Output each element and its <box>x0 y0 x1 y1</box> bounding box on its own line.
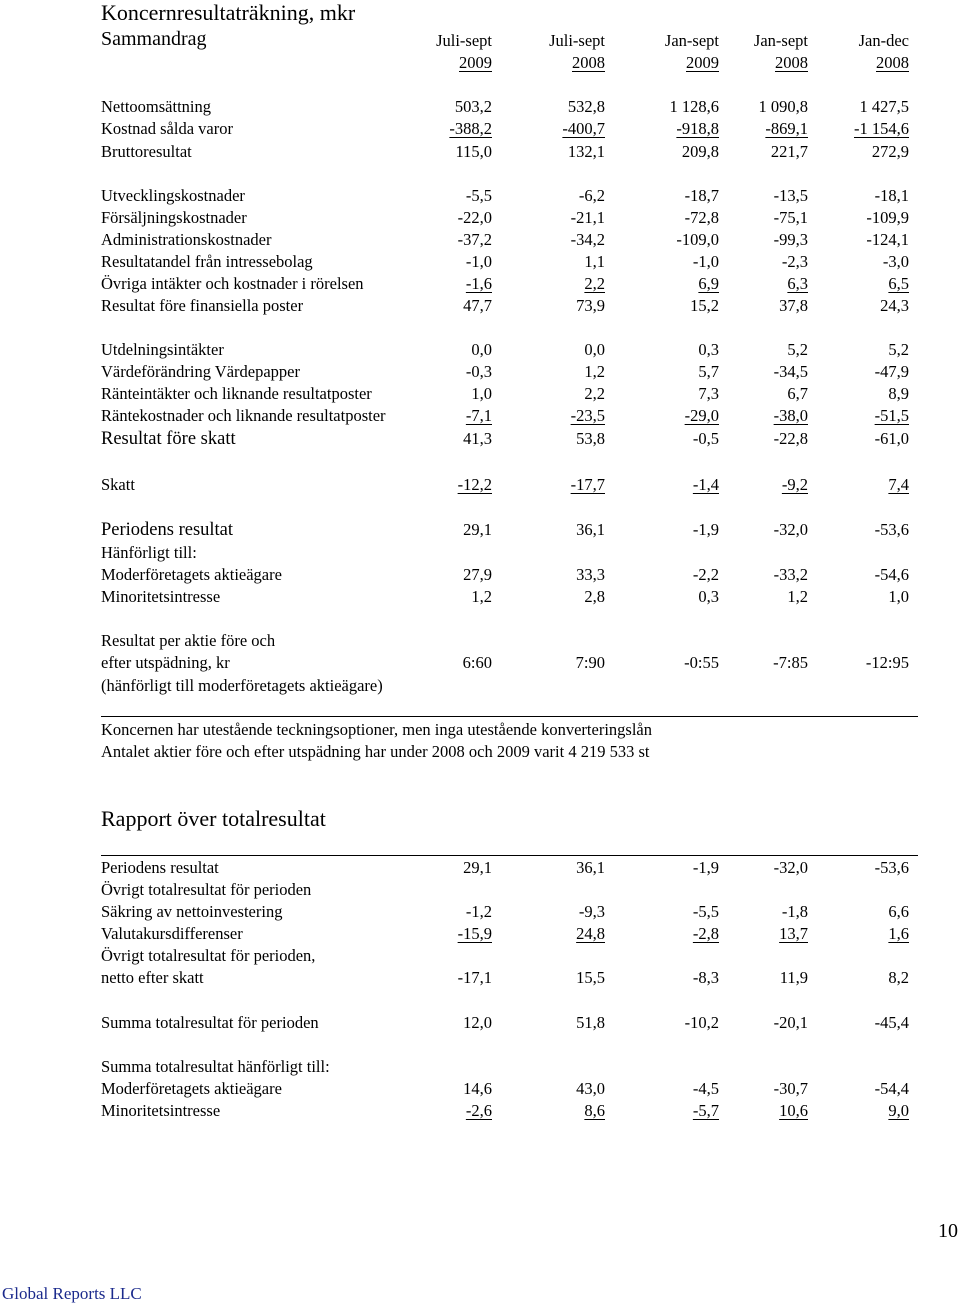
cell: -33,2 <box>773 565 808 584</box>
table-row <box>0 1078 960 1100</box>
row-label: Periodens resultat <box>101 520 234 540</box>
cell: -1,0 <box>465 252 492 271</box>
cell: -869,1 <box>765 119 808 138</box>
cell: 12,0 <box>463 1013 492 1032</box>
cell: 6,3 <box>787 274 808 293</box>
cell: 532,8 <box>567 97 605 116</box>
cell: -109,9 <box>866 208 909 227</box>
cell: 1,6 <box>888 924 909 943</box>
cell: -29,0 <box>684 406 719 425</box>
cell: 0,3 <box>698 587 719 606</box>
row-label: Skatt <box>101 475 135 494</box>
table-row <box>0 251 960 273</box>
table-row <box>0 185 960 207</box>
cell: -30,7 <box>773 1079 808 1098</box>
cell: -9,2 <box>781 475 808 494</box>
cell: 24,8 <box>576 924 605 943</box>
cell: -1,4 <box>692 475 719 494</box>
table-row <box>0 652 960 674</box>
row-label: Försäljningskostnader <box>101 208 247 227</box>
cell: -53,6 <box>874 858 909 877</box>
column-header: Jan-sept <box>664 31 719 50</box>
cell: 1,2 <box>471 587 492 606</box>
table-row <box>0 675 960 697</box>
cell: 2,2 <box>584 384 605 403</box>
column-header: Jan-sept <box>753 31 808 50</box>
cell: 8,6 <box>584 1101 605 1120</box>
cell: -6,2 <box>578 186 605 205</box>
cell: 1 090,8 <box>758 97 808 116</box>
cell: -4,5 <box>692 1079 719 1098</box>
table-row <box>0 542 960 564</box>
page-title: Koncernresultaträkning, mkr <box>101 0 356 25</box>
cell: -2,2 <box>692 565 719 584</box>
cell: 6,6 <box>888 902 909 921</box>
column-header-year: 2009 <box>686 53 719 72</box>
row-label: Minoritetsintresse <box>101 1101 221 1120</box>
cell: 47,7 <box>463 296 492 315</box>
cell: -45,4 <box>874 1013 909 1032</box>
cell: 0,0 <box>584 340 605 359</box>
cell: 6,7 <box>787 384 808 403</box>
footer-publisher: Global Reports LLC <box>2 1284 142 1303</box>
cell: -18,1 <box>874 186 909 205</box>
cell: -15,9 <box>457 924 492 943</box>
row-label: Administrationskostnader <box>101 230 272 249</box>
table-row <box>0 564 960 586</box>
column-header-year: 2009 <box>459 53 492 72</box>
cell: 10,6 <box>779 1101 808 1120</box>
cell: -5,7 <box>692 1101 719 1120</box>
table-row <box>0 1056 960 1078</box>
table-row <box>0 630 960 652</box>
cell: 8,9 <box>888 384 909 403</box>
cell: 2,8 <box>584 587 605 606</box>
column-header-year: 2008 <box>572 53 605 72</box>
cell: -54,4 <box>874 1079 909 1098</box>
cell: 8,2 <box>888 968 909 987</box>
cell: -51,5 <box>874 406 909 425</box>
cell: -3,0 <box>882 252 909 271</box>
cell: -72,8 <box>684 208 719 227</box>
cell: 73,9 <box>576 296 605 315</box>
cell: 37,8 <box>779 296 808 315</box>
cell: 29,1 <box>463 520 492 539</box>
table-row <box>0 967 960 989</box>
cell: 5,2 <box>787 340 808 359</box>
cell: 1,0 <box>888 587 909 606</box>
cell: 15,2 <box>690 296 719 315</box>
cell: -38,0 <box>773 406 808 425</box>
column-header: Jan-dec <box>858 31 909 50</box>
cell: 36,1 <box>576 520 605 539</box>
row-label: Resultatandel från intressebolag <box>101 252 313 271</box>
cell: -0:55 <box>684 653 719 672</box>
cell: 29,1 <box>463 858 492 877</box>
section-title: Rapport över totalresultat <box>101 806 326 831</box>
cell: 36,1 <box>576 858 605 877</box>
table-row <box>0 273 960 295</box>
row-label: netto efter skatt <box>101 968 204 987</box>
row-label: Övrigt totalresultat för perioden <box>101 880 312 899</box>
cell: 33,3 <box>576 565 605 584</box>
cell: -0,5 <box>692 429 719 448</box>
cell: -18,7 <box>684 186 719 205</box>
cell: 5,2 <box>888 340 909 359</box>
cell: 53,8 <box>576 429 605 448</box>
cell: 6,5 <box>888 274 909 293</box>
row-label: Summa totalresultat hänförligt till: <box>101 1057 330 1076</box>
cell: 0,3 <box>698 340 719 359</box>
divider <box>101 716 918 717</box>
cell: -34,5 <box>773 362 808 381</box>
cell: -2,8 <box>692 924 719 943</box>
cell: 1,2 <box>787 587 808 606</box>
cell: -75,1 <box>773 208 808 227</box>
cell: -7,1 <box>465 406 492 425</box>
cell: -21,1 <box>570 208 605 227</box>
cell: -32,0 <box>773 520 808 539</box>
cell: 0,0 <box>471 340 492 359</box>
cell: -10,2 <box>684 1013 719 1032</box>
table-row <box>0 361 960 383</box>
cell: -17,7 <box>570 475 605 494</box>
table-row <box>0 118 960 140</box>
row-label: Summa totalresultat för perioden <box>101 1013 319 1032</box>
row-label: efter utspädning, kr <box>101 653 230 672</box>
cell: 41,3 <box>463 429 492 448</box>
table-row <box>0 383 960 405</box>
cell: -2,3 <box>781 252 808 271</box>
column-header-year: 2008 <box>876 53 909 72</box>
cell: -1,6 <box>465 274 492 293</box>
column-header: Juli-sept <box>436 31 492 50</box>
cell: 6,9 <box>698 274 719 293</box>
cell: 13,7 <box>779 924 808 943</box>
cell: -1,2 <box>465 902 492 921</box>
cell: -2,6 <box>465 1101 492 1120</box>
row-label: Utvecklingskostnader <box>101 186 245 205</box>
row-label: Moderföretagets aktieägare <box>101 565 282 584</box>
cell: 503,2 <box>454 97 492 116</box>
cell: 9,0 <box>888 1101 909 1120</box>
cell: -20,1 <box>773 1013 808 1032</box>
cell: -400,7 <box>562 119 605 138</box>
row-label: Moderföretagets aktieägare <box>101 1079 282 1098</box>
row-label: Kostnad sålda varor <box>101 119 233 138</box>
cell: -1,9 <box>692 858 719 877</box>
table-row <box>0 923 960 945</box>
table-row <box>0 295 960 317</box>
cell: 24,3 <box>880 296 909 315</box>
row-label: Räntekostnader och liknande resultatposter <box>101 406 386 425</box>
cell: 1 128,6 <box>669 97 719 116</box>
row-label: Resultat före skatt <box>101 429 236 449</box>
row-label: Värdeförändring Värdepapper <box>101 362 300 381</box>
cell: -124,1 <box>866 230 909 249</box>
note <box>0 719 960 741</box>
cell: -1,9 <box>692 520 719 539</box>
cell: 1 427,5 <box>859 97 909 116</box>
row-label: Bruttoresultat <box>101 142 192 161</box>
cell: 7,4 <box>888 475 909 494</box>
table-row <box>0 519 960 541</box>
cell: -99,3 <box>773 230 808 249</box>
table-row <box>0 857 960 879</box>
cell: -0,3 <box>465 362 492 381</box>
cell: -22,0 <box>457 208 492 227</box>
cell: -8,3 <box>692 968 719 987</box>
cell: -23,5 <box>570 406 605 425</box>
cell: 5,7 <box>698 362 719 381</box>
cell: 209,8 <box>681 142 719 161</box>
table-row <box>0 141 960 163</box>
cell: 14,6 <box>463 1079 492 1098</box>
cell: 1,0 <box>471 384 492 403</box>
table-row <box>0 405 960 427</box>
cell: -53,6 <box>874 520 909 539</box>
table-row <box>0 879 960 901</box>
table-row <box>0 901 960 923</box>
cell: 7,3 <box>698 384 719 403</box>
row-label: Utdelningsintäkter <box>101 340 224 359</box>
cell: -12,2 <box>457 475 492 494</box>
cell: -37,2 <box>457 230 492 249</box>
table-row <box>0 229 960 251</box>
column-header: Juli-sept <box>549 31 605 50</box>
row-label: Säkring av nettoinvestering <box>101 902 283 921</box>
cell: -12:95 <box>865 653 909 672</box>
row-label: Övriga intäkter och kostnader i rörelsen <box>101 274 364 293</box>
cell: -9,3 <box>578 902 605 921</box>
cell: 51,8 <box>576 1013 605 1032</box>
section-subtitle: Sammandrag <box>101 28 207 50</box>
column-header-year: 2008 <box>775 53 808 72</box>
cell: -17,1 <box>457 968 492 987</box>
cell: 1,1 <box>584 252 605 271</box>
cell: -388,2 <box>449 119 492 138</box>
cell: 6:60 <box>462 653 492 672</box>
note <box>0 741 960 763</box>
cell: -54,6 <box>874 565 909 584</box>
cell: -22,8 <box>773 429 808 448</box>
table-row <box>0 428 960 450</box>
note-text: Antalet aktier före och efter utspädning har under 2008 och 2009 varit 4 219 533 st <box>101 742 650 761</box>
note-text: Koncernen har utestående teckningsoptioner, men inga utestående konverteringslån <box>101 720 652 739</box>
table-row <box>0 339 960 361</box>
cell: -109,0 <box>676 230 719 249</box>
divider <box>101 855 918 856</box>
column-headers-line2 <box>0 52 960 74</box>
row-label: Resultat före finansiella poster <box>101 296 304 315</box>
cell: -61,0 <box>874 429 909 448</box>
page-number: 10 <box>938 1220 958 1242</box>
cell: 15,5 <box>576 968 605 987</box>
cell: 27,9 <box>463 565 492 584</box>
row-label: Nettoomsättning <box>101 97 211 116</box>
cell: 132,1 <box>567 142 605 161</box>
row-label: Övrigt totalresultat för perioden, <box>101 946 316 965</box>
cell: 272,9 <box>871 142 909 161</box>
table-row <box>0 207 960 229</box>
cell: -5,5 <box>692 902 719 921</box>
table-row <box>0 945 960 967</box>
cell: -1,8 <box>781 902 808 921</box>
cell: -7:85 <box>773 653 808 672</box>
cell: 221,7 <box>770 142 808 161</box>
row-label: Ränteintäkter och liknande resultatposter <box>101 384 372 403</box>
table-row <box>0 96 960 118</box>
cell: 115,0 <box>455 142 492 161</box>
row-label: Periodens resultat <box>101 858 219 877</box>
cell: -918,8 <box>676 119 719 138</box>
cell: 11,9 <box>779 968 808 987</box>
cell: -1,0 <box>692 252 719 271</box>
cell: 1,2 <box>584 362 605 381</box>
row-label: Resultat per aktie före och <box>101 631 276 650</box>
table-row <box>0 1100 960 1122</box>
row-label: Minoritetsintresse <box>101 587 221 606</box>
cell: 43,0 <box>576 1079 605 1098</box>
column-headers-line1 <box>0 30 960 52</box>
cell: -32,0 <box>773 858 808 877</box>
row-label: (hänförligt till moderföretagets aktieägare) <box>101 676 383 695</box>
row-label: Valutakursdifferenser <box>101 924 243 943</box>
cell: 7:90 <box>575 653 605 672</box>
table-row <box>0 586 960 608</box>
cell: -5,5 <box>465 186 492 205</box>
cell: -47,9 <box>874 362 909 381</box>
cell: 2,2 <box>584 274 605 293</box>
row-label: Hänförligt till: <box>101 543 197 562</box>
cell: -34,2 <box>570 230 605 249</box>
table-row <box>0 1012 960 1034</box>
table-row <box>0 474 960 496</box>
cell: -1 154,6 <box>854 119 909 138</box>
cell: -13,5 <box>773 186 808 205</box>
